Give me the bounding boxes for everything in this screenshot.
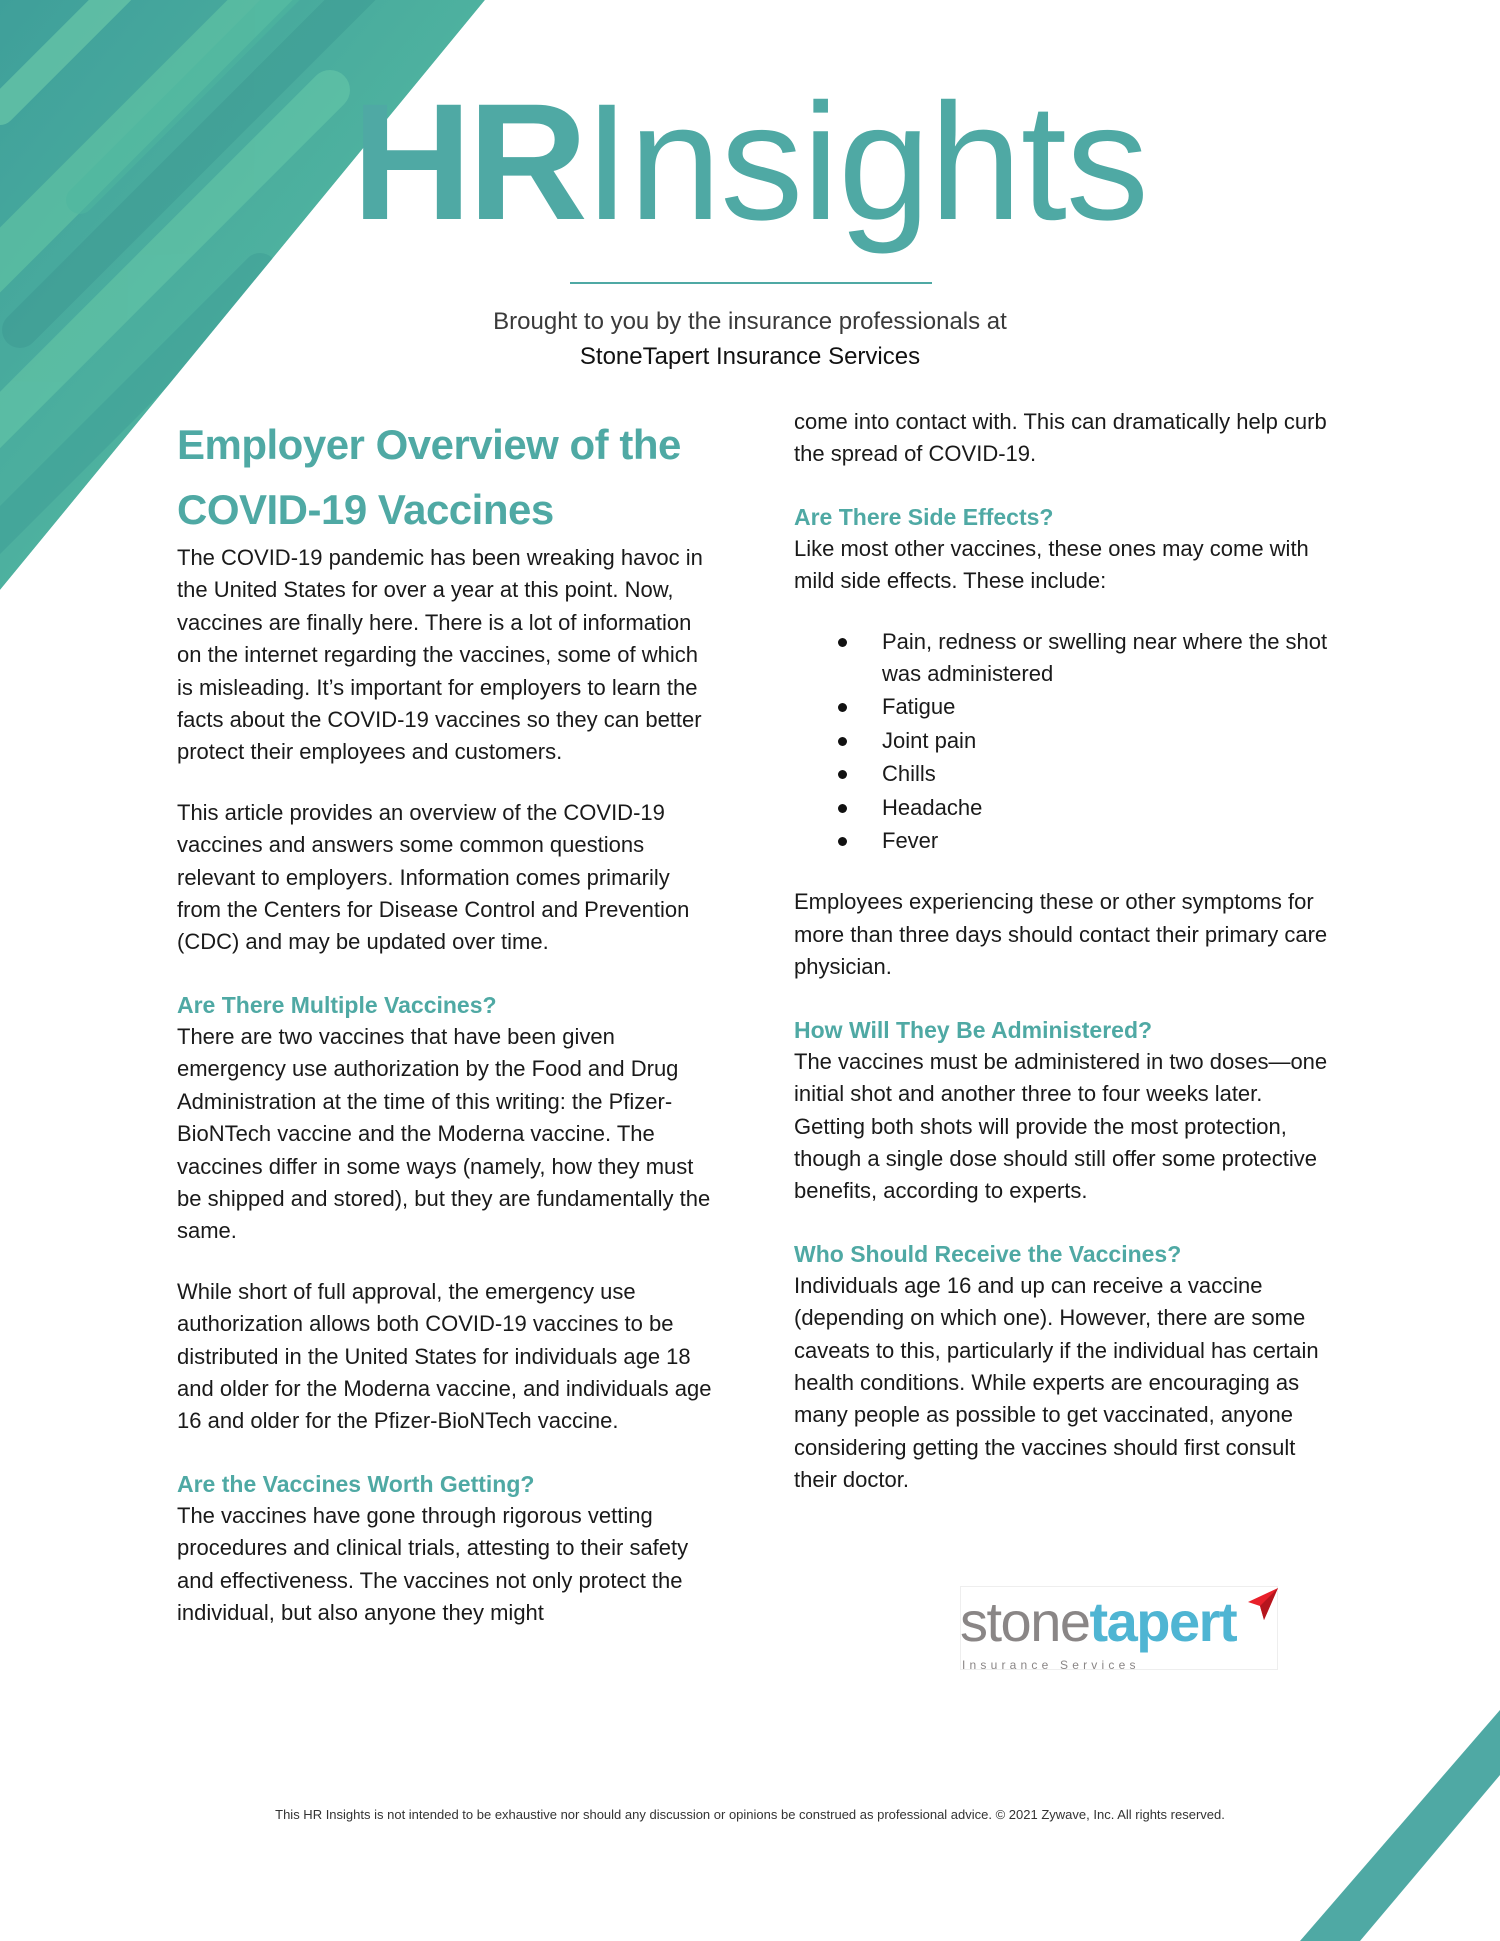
- bullet-icon: [838, 703, 847, 712]
- list-item-text: Pain, redness or swelling near where the shot was administered: [882, 628, 1328, 687]
- section-paragraph: The vaccines have gone through rigorous vetting procedures and clinical trials, attesting to their safety and effectiveness. The vaccines not only protect the individual, but also anyone they might: [177, 1502, 689, 1625]
- section-paragraph: Individuals age 16 and up can receive a vaccine (depending on which one). However, there are some caveats to this, particularly if the individual has certain health conditions. While experts are encouraging as many people as possible to get vaccinated, anyone considering getting the vaccines should first consult their doctor.: [794, 1272, 1319, 1493]
- article-left-column: [177, 412, 717, 1629]
- section-heading-multiple-vaccines: Are There Multiple Vaccines?: [177, 991, 497, 1018]
- section-paragraph: While short of full approval, the emergency use authorization allows both COVID-19 vaccines to be distributed in the United States for individuals age 18 and older for the Moderna vaccine, and individuals age 16 and older for the Pfizer-BioNTech vaccine.: [177, 1278, 712, 1434]
- bullet-icon: [838, 837, 847, 846]
- bullet-icon: [838, 638, 847, 647]
- list-item: [794, 626, 1334, 691]
- list-item: [794, 691, 1334, 723]
- section-heading-side-effects: Are There Side Effects?: [794, 503, 1054, 530]
- list-item-text: Headache: [882, 794, 983, 820]
- logo-wordmark: [960, 1592, 1236, 1652]
- intro-paragraph-1: The COVID-19 pandemic has been wreaking havoc in the United States for over a year at this point. Now, vaccines are finally here. There is a lot of information on the internet regarding the vaccines, some of which is misleading. It’s important for employers to learn the facts about the COVID-19 vaccines so they can better protect their employees and customers.: [177, 545, 703, 765]
- intro-paragraph-2: This article provides an overview of the COVID-19 vaccines and answers some common questions relevant to employers. Information comes primarily from the Centers for Disease Control and Prevention (CDC) and may be updated over time.: [177, 799, 690, 955]
- bullet-icon: [838, 737, 847, 746]
- article-title: [177, 412, 717, 542]
- tagline: Brought to you by the insurance professionals at: [493, 308, 1007, 335]
- masthead-title: [0, 70, 1500, 255]
- stonetapert-logo: [960, 1586, 1278, 1670]
- list-item-text: Chills: [882, 761, 936, 787]
- masthead-title-light: Insights: [583, 70, 1148, 255]
- logo-word-stone: stone: [960, 1590, 1090, 1653]
- article-right-column: [794, 406, 1334, 1497]
- section-heading-who-should-receive: Who Should Receive the Vaccines?: [794, 1240, 1182, 1267]
- section-paragraph: Employees experiencing these or other symptoms for more than three days should contact their primary care physician.: [794, 889, 1328, 980]
- section-paragraph-continued: come into contact with. This can dramatically help curb the spread of COVID-19.: [794, 409, 1327, 467]
- bullet-icon: [838, 770, 847, 779]
- tagline-company: StoneTapert Insurance Services: [579, 343, 921, 370]
- list-item-text: Fatigue: [882, 694, 956, 720]
- masthead-divider: [570, 282, 932, 284]
- footer-disclaimer: This HR Insights is not intended to be exhaustive nor should any discussion or opinions be construed as professional advice. © 2021 Zywave, Inc. All rights reserved.: [275, 1807, 1225, 1822]
- logo-subtitle: Insurance Services: [962, 1658, 1140, 1672]
- article-title-line2: COVID-19 Vaccines: [177, 486, 554, 533]
- section-heading-administered: How Will They Be Administered?: [794, 1016, 1153, 1043]
- section-heading-worth-getting: Are the Vaccines Worth Getting?: [177, 1470, 535, 1497]
- section-paragraph: There are two vaccines that have been given emergency use authorization by the Food and Drug Administration at the time of this writing: the Pfizer-BioNTech vaccine and the Moderna vaccine. The vaccines differ in some ways (namely, how they must be shipped and stored), but they are fundamentally the same.: [177, 1023, 711, 1244]
- logo-arrow-icon: [1240, 1586, 1280, 1626]
- side-effects-list: [794, 626, 1334, 858]
- logo-word-tapert: tapert: [1089, 1590, 1237, 1653]
- masthead-title-bold: HR: [352, 70, 584, 255]
- section-paragraph: The vaccines must be administered in two doses—one initial shot and another three to four weeks later. Getting both shots will provide the most protection, though a single dose should still offer some protective benefits, according to experts.: [794, 1048, 1328, 1204]
- list-item: [794, 825, 1334, 857]
- section-paragraph: Like most other vaccines, these ones may come with mild side effects. These include:: [794, 535, 1309, 594]
- list-item: [794, 792, 1334, 824]
- list-item-text: Joint pain: [882, 727, 977, 753]
- list-item-text: Fever: [882, 828, 939, 854]
- masthead: [0, 70, 1500, 255]
- article-title-line1: Employer Overview of the: [177, 421, 681, 468]
- list-item: [794, 758, 1334, 790]
- bullet-icon: [838, 804, 847, 813]
- list-item: [794, 725, 1334, 757]
